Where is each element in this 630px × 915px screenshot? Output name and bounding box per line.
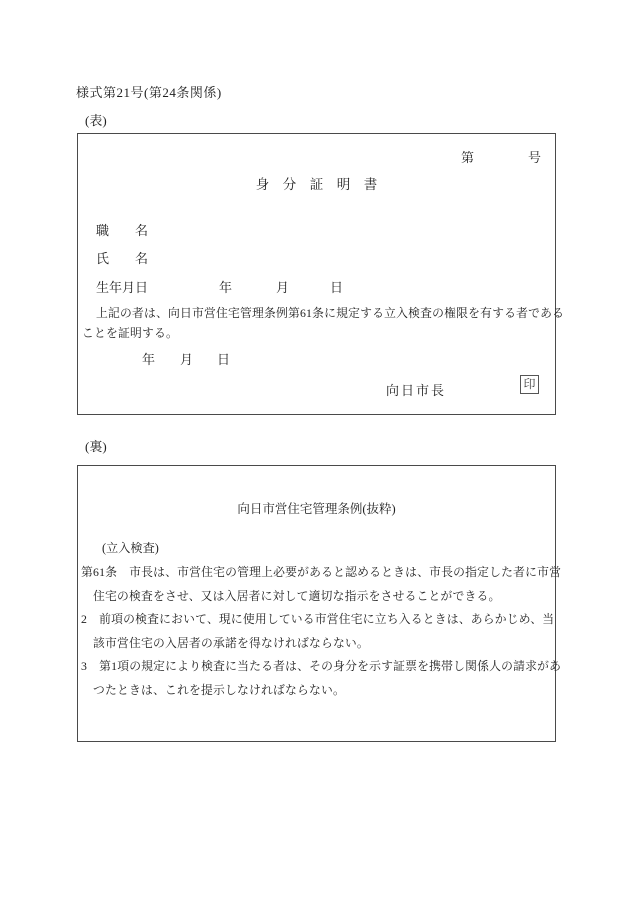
birthdate-field: [78, 277, 555, 293]
certification-statement: [82, 303, 565, 343]
doc-number-prefix: 第: [461, 150, 475, 165]
name-label: 氏 名: [96, 251, 149, 266]
doc-number-suffix: 号: [528, 150, 542, 165]
front-side-label: (表): [85, 113, 107, 128]
clause-line: つたときは、これを提示しなければならない。: [93, 682, 345, 697]
clause-line: 住宅の検査をさせ、又は入居者に対して適切な指示をさせることができる。: [93, 588, 501, 603]
issue-year-label: 年: [142, 352, 156, 367]
back-side-label: (裏): [85, 439, 107, 454]
statement-line: ことを証明する。: [82, 326, 178, 340]
issuer-label: 向日市長: [386, 383, 447, 398]
clause-line: 第61条 市長は、市営住宅の管理上必要があると認めるときは、市長の指定した者に市営: [81, 565, 562, 579]
job-title-label: 職 名: [96, 223, 149, 238]
clause-line: 3 第1項の規定により検査に当たる者は、その身分を示す証票を携帯し関係人の請求があ: [81, 659, 562, 673]
birth-day-label: 日: [330, 280, 344, 295]
clause-line: 該市営住宅の入居者の承諾を得なければならない。: [93, 635, 369, 650]
certificate-box: [77, 133, 565, 415]
issue-day-label: 日: [217, 352, 231, 367]
inspection-section-heading: (立入検査): [102, 541, 159, 555]
ordinance-box: [77, 465, 562, 742]
birth-month-label: 月: [276, 280, 290, 295]
ordinance-title: 向日市営住宅管理条例(抜粋): [237, 502, 396, 516]
birth-year-label: 年: [219, 280, 233, 295]
seal-mark-icon: 印: [520, 375, 539, 394]
certificate-title: 身 分 証 明 書: [255, 177, 378, 192]
issue-date: [78, 349, 555, 365]
birthdate-label: 生年月日: [96, 280, 149, 295]
statement-line: 上記の者は、向日市営住宅管理条例第61条に規定する立入検査の権限を有する者である: [96, 306, 565, 320]
issue-month-label: 月: [180, 352, 194, 367]
ordinance-clauses: [81, 561, 562, 702]
clause-line: 2 前項の検査において、現に使用している市営住宅に立ち入るときは、あらかじめ、当: [81, 612, 555, 626]
doc-number: [78, 147, 555, 163]
form-number-label: 様式第21号(第24条関係): [76, 85, 222, 100]
